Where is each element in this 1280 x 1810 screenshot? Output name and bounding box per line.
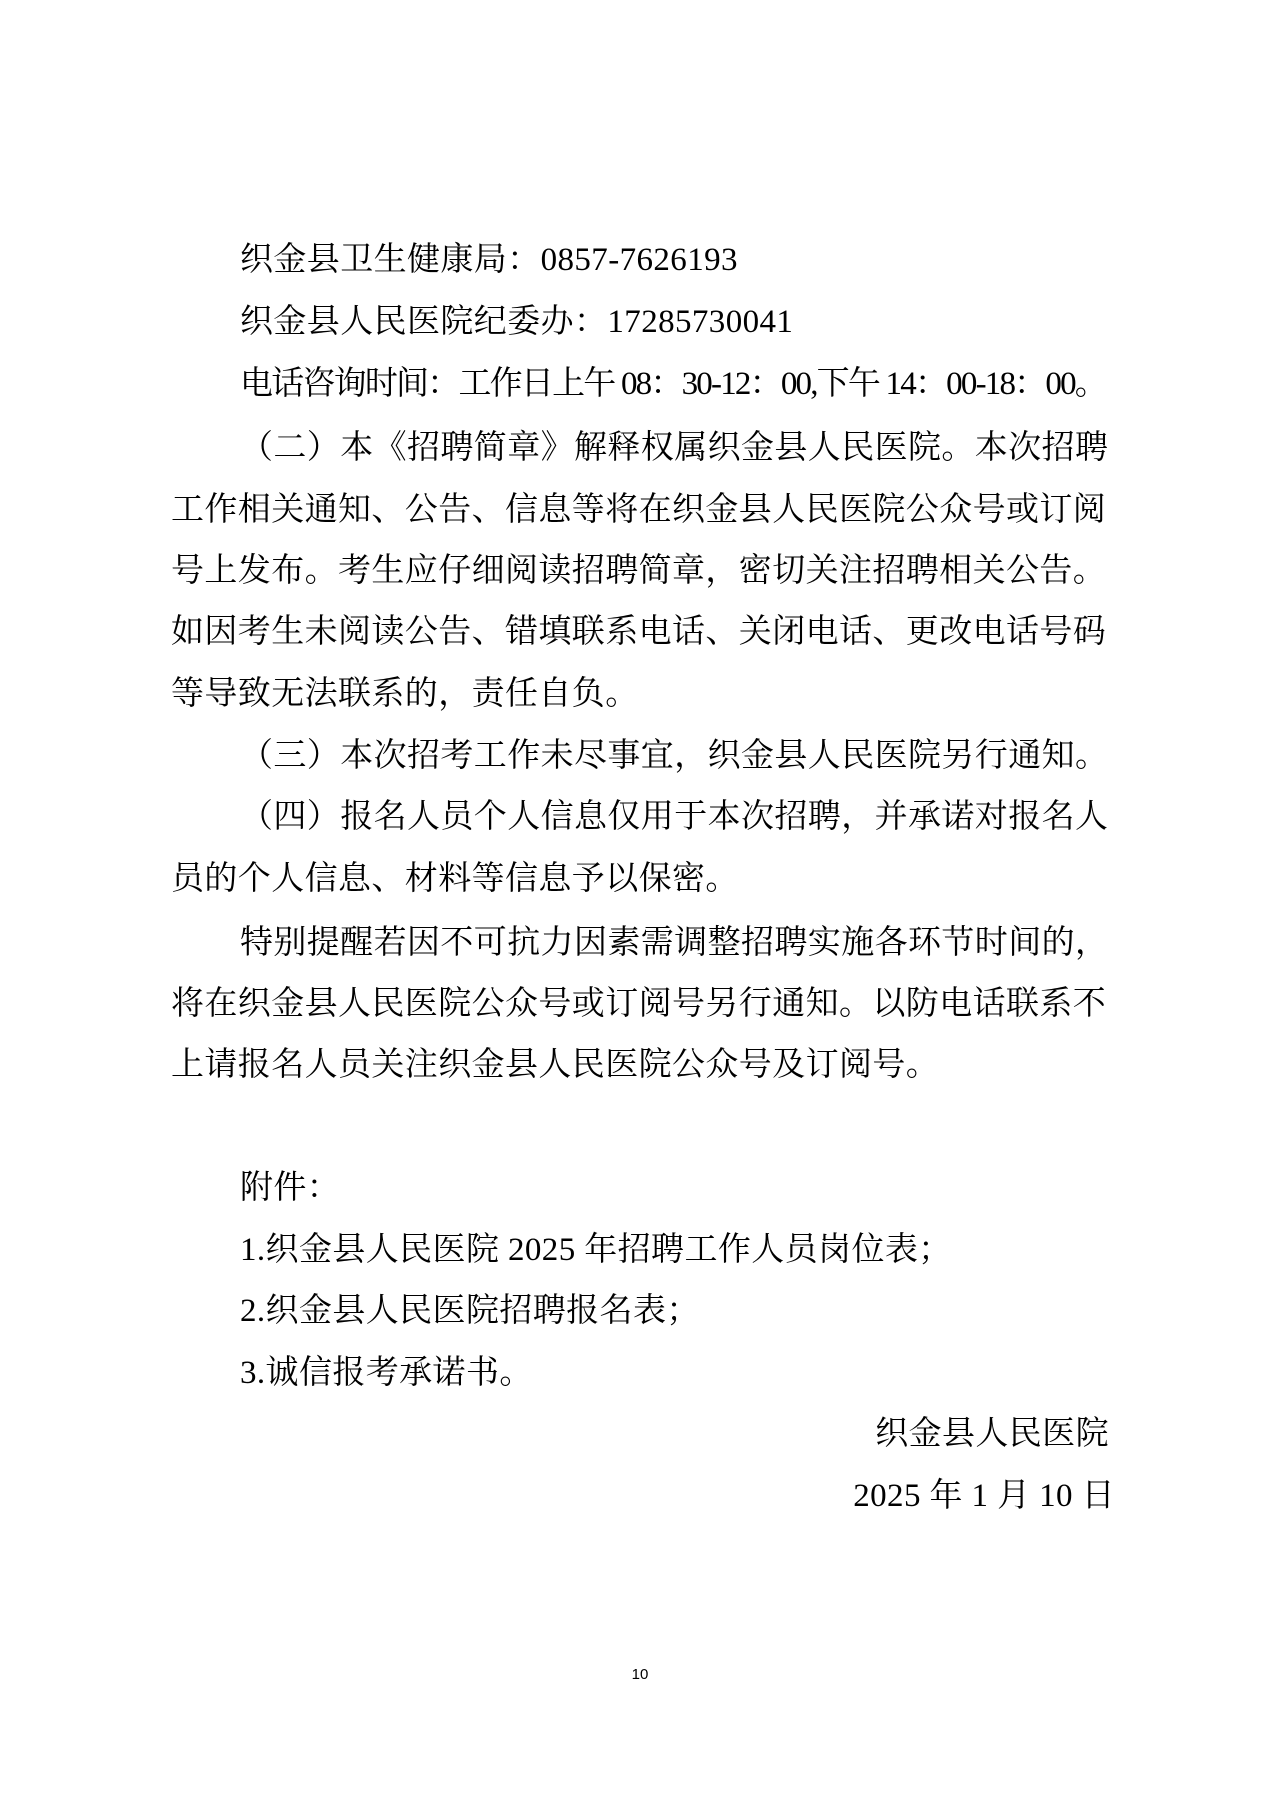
paragraph-line: （三）本次招考工作未尽事宜，织金县人民医院另行通知。 bbox=[240, 738, 1109, 774]
attachment-item: 2.织金县人民医院招聘报名表； bbox=[240, 1293, 700, 1329]
signature-date: 2025 年 1 月 10 日 bbox=[853, 1478, 1115, 1514]
attachment-item: 3.诚信报考承诺书。 bbox=[240, 1355, 533, 1391]
page-number: 10 bbox=[631, 1666, 649, 1683]
paragraph-line: 特别提醒若因不可抗力因素需调整招聘实施各环节时间的， bbox=[240, 925, 1109, 961]
paragraph-line: 将在织金县人民医院公众号或订阅号另行通知。以防电话联系不 bbox=[171, 986, 1107, 1022]
attachments-heading: 附件： bbox=[240, 1170, 341, 1206]
paragraph-line: 上请报名人员关注织金县人民医院公众号及订阅号。 bbox=[171, 1047, 940, 1083]
paragraph-line: 员的个人信息、材料等信息予以保密。 bbox=[171, 861, 739, 897]
paragraph-line: 工作相关通知、公告、信息等将在织金县人民医院公众号或订阅 bbox=[171, 492, 1107, 528]
attachment-item: 1.织金县人民医院 2025 年招聘工作人员岗位表； bbox=[240, 1232, 952, 1268]
contact-discipline-office: 织金县人民医院纪委办：17285730041 bbox=[240, 304, 794, 340]
paragraph-line: 号上发布。考生应仔细阅读招聘简章，密切关注招聘相关公告。 bbox=[171, 553, 1107, 589]
paragraph-line: （二）本《招聘简章》解释权属织金县人民医院。本次招聘 bbox=[240, 430, 1109, 466]
consultation-hours: 电话咨询时间：工作日上午 08：30-12：00,下午 14：00-18：00。 bbox=[240, 366, 1106, 402]
contact-health-bureau: 织金县卫生健康局：0857-7626193 bbox=[240, 242, 738, 278]
paragraph-line: 如因考生未阅读公告、错填联系电话、关闭电话、更改电话号码 bbox=[171, 614, 1107, 650]
signature-organization: 织金县人民医院 bbox=[875, 1416, 1109, 1452]
paragraph-line: （四）报名人员个人信息仅用于本次招聘，并承诺对报名人 bbox=[240, 799, 1109, 835]
paragraph-line: 等导致无法联系的，责任自负。 bbox=[171, 676, 639, 712]
